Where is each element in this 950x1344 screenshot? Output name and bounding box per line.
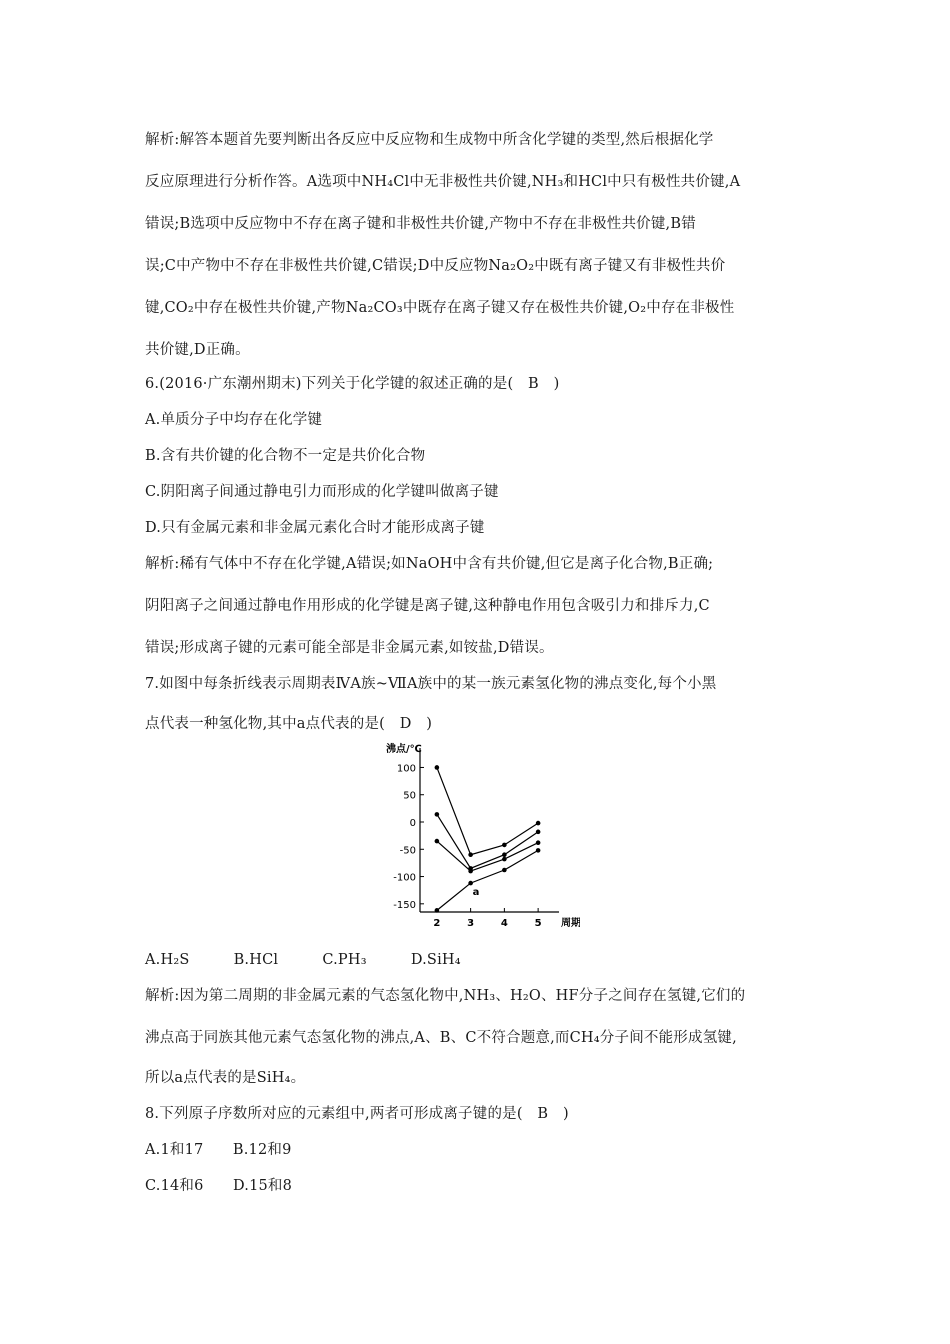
y-tick-label: -100 xyxy=(393,872,416,884)
point-a-label: a xyxy=(472,887,480,899)
data-point xyxy=(502,852,507,857)
text-line: C.14和6 D.15和8 xyxy=(145,1178,293,1194)
text-line: 沸点高于同族其他元素气态氢化物的沸点,A、B、C不符合题意,而CH₄分子间不能形成氢键, xyxy=(145,1030,737,1046)
data-point xyxy=(435,839,440,844)
boiling-point-chart xyxy=(380,740,580,940)
data-point xyxy=(502,857,507,862)
data-point xyxy=(502,843,507,848)
text-line: 解析:稀有气体中不存在化学键,A错误;如NaOH中含有共价键,但它是离子化合物,B正确; xyxy=(145,556,714,572)
y-axis-label: 沸点/℃ xyxy=(386,744,422,755)
y-tick-label: 0 xyxy=(409,818,416,829)
data-point xyxy=(536,840,541,845)
data-point xyxy=(435,765,440,770)
text-line: B.含有共价键的化合物不一定是共价化合物 xyxy=(145,448,426,464)
data-point xyxy=(468,852,473,857)
data-point xyxy=(536,830,541,835)
y-tick-label: 50 xyxy=(403,790,416,802)
text-line: C.阴阳离子间通过静电引力而形成的化学键叫做离子键 xyxy=(145,484,499,500)
text-line: 6.(2016·广东潮州期末)下列关于化学键的叙述正确的是( B ) xyxy=(145,376,560,392)
series-line xyxy=(437,850,538,910)
text-line: 反应原理进行分析作答。A选项中NH₄Cl中无非极性共价键,NH₃和HCl中只有极性共价键,A xyxy=(145,174,741,190)
data-point xyxy=(435,812,440,817)
x-axis-label: 周期 xyxy=(561,918,580,929)
text-line: 所以a点代表的是SiH₄。 xyxy=(145,1070,306,1086)
data-point xyxy=(435,908,440,913)
text-line: 解析:解答本题首先要判断出各反应中反应物和生成物中所含化学键的类型,然后根据化学 xyxy=(145,132,714,148)
text-line: 解析:因为第二周期的非金属元素的气态氢化物中,NH₃、H₂O、HF分子之间存在氢键,它们的 xyxy=(145,988,746,1004)
series-line xyxy=(437,814,538,868)
data-point xyxy=(536,848,541,853)
text-line: 7.如图中每条折线表示周期表ⅣA族~ⅦA族中的某一族元素氢化物的沸点变化,每个小黑 xyxy=(145,676,717,692)
series-line xyxy=(437,841,538,871)
text-line: 键,CO₂中存在极性共价键,产物Na₂CO₃中既存在离子键又存在极性共价键,O₂中存在非极性 xyxy=(145,300,735,316)
x-tick-label: 3 xyxy=(467,918,475,929)
data-point xyxy=(468,881,473,886)
y-tick-label: -150 xyxy=(393,899,416,911)
y-tick-label: 100 xyxy=(396,763,416,775)
text-line: 8.下列原子序数所对应的元素组中,两者可形成离子键的是( B ) xyxy=(145,1106,569,1122)
x-tick-label: 5 xyxy=(534,918,542,929)
text-line: A.1和17 B.12和9 xyxy=(145,1142,292,1158)
data-point xyxy=(536,821,541,826)
text-line: 错误;形成离子键的元素可能全部是非金属元素,如铵盐,D错误。 xyxy=(145,640,554,656)
text-line: A.H₂S B.HCl C.PH₃ D.SiH₄ xyxy=(145,952,461,968)
text-line: 阴阳离子之间通过静电作用形成的化学键是离子键,这种静电作用包含吸引力和排斥力,C xyxy=(145,598,710,614)
chart-svg xyxy=(380,740,580,940)
text-line: D.只有金属元素和非金属元素化合时才能形成离子键 xyxy=(145,520,485,536)
text-line: 点代表一种氢化物,其中a点代表的是( D ) xyxy=(145,716,433,732)
x-tick-label: 2 xyxy=(433,918,441,929)
y-tick-label: -50 xyxy=(399,845,416,857)
text-line: 共价键,D正确。 xyxy=(145,342,250,358)
text-line: 误;C中产物中不存在非极性共价键,C错误;D中反应物Na₂O₂中既有离子键又有非极性共价 xyxy=(145,258,726,274)
text-line: A.单质分子中均存在化学键 xyxy=(145,412,323,428)
x-tick-label: 4 xyxy=(500,918,508,929)
data-point xyxy=(468,869,473,874)
text-line: 错误;B选项中反应物中不存在离子键和非极性共价键,产物中不存在非极性共价键,B错 xyxy=(145,216,696,232)
data-point xyxy=(502,868,507,873)
